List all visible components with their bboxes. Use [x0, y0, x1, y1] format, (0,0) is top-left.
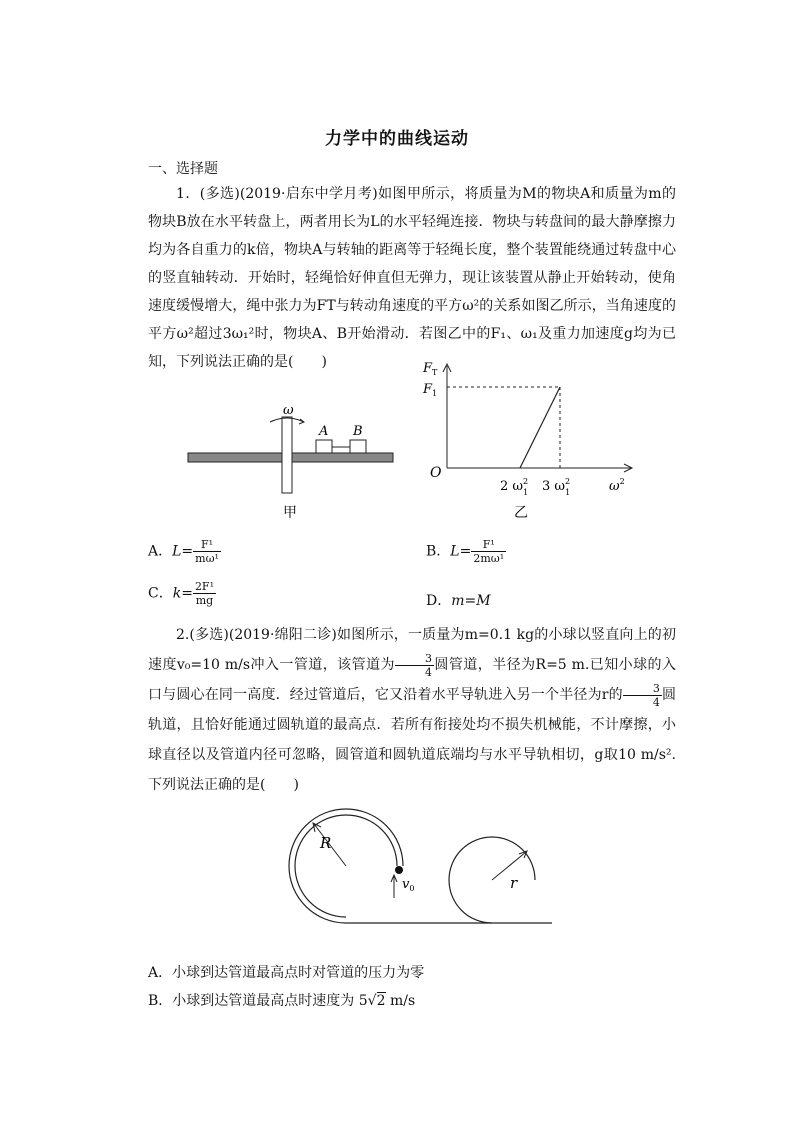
label-b: B [353, 424, 363, 439]
q1-option-b: B．L= $\frac{\text{F¹}}{\text{2mω¹}}$ [426, 538, 505, 565]
big-r-label: R [320, 834, 332, 852]
question-1-text: 1．(多选)(2019·启东中学月考)如图甲所示，将质量为M的物块A和质量为m的物块B放在水平转盘上，两者用长为L的水平轻绳连接．物块与转盘间的最大静摩擦力均为各自重力的k倍，物块A与转轴的距离等于轻绳长度，整个装置能绕通过转盘中心的竖直轴转动．开始时，轻绳恰好伸直但无弹力，现让该装置从静止开始转动，使角速度缓慢增大，绳中张力为FT与转动角速度的平方ω²的关系如图乙所示，当角速度的平方ω²超过3ω₁²时，物块A、B开始滑动．若图乙中的F₁、ω₁及重力加速度g均为已知，下列说法正确的是( ) [148, 186, 676, 370]
label-a: A [319, 424, 329, 439]
q1-option-d: D．m=M [426, 593, 491, 609]
block-b [350, 440, 366, 453]
v0-label: $v_0$ [402, 877, 415, 893]
omega-label: ω [283, 403, 294, 418]
q1-option-c: C．k= $\frac{\text{2F¹}}{mg}$ [148, 580, 214, 607]
page-title: 力学中的曲线运动 [325, 129, 469, 149]
axle [282, 417, 292, 493]
y-axis-label: $F_T$ [423, 361, 438, 377]
radius-small [492, 852, 526, 880]
caption-yi: 乙 [514, 505, 528, 521]
tube-outer-wall [289, 809, 552, 923]
question-2-text: 2.(多选)(2019·绵阳二诊)如图所示，一质量为m=0.1 kg的小球以竖直向上的初速度v₀=10 m/s冲入一管道，该管道为 $\frac{3}{4}$ 圆管道，半径为R=5 m.已知小球的入口与圆心在同一高度．经过管道后，它又沿着水平导轨进入另一个半径为r的 $\frac{3}{4}$ 圆轨道，且恰好能通过圆轨道的最高点．若所有衔接处均不损失机械能，不计摩擦，小球直径以及管道内径可忽略，圆管道和圆轨道底端均与水平导轨相切，g取10 m/s².下列说法正确的是( ) [148, 627, 676, 793]
figure-jia [180, 400, 400, 530]
caption-jia: 甲 [283, 505, 297, 521]
origin-label: O [430, 465, 442, 481]
block-a [316, 440, 332, 453]
section-heading: 一、选择题 [148, 161, 218, 177]
ball [395, 866, 403, 874]
f1-label: $F_1$ [423, 382, 438, 398]
figure-yi [396, 356, 642, 526]
q2-option-b: B．小球到达管道最高点时速度为 5√2 m/s [148, 993, 416, 1009]
tick-3omega: 3 $\omega^2$ 1 [542, 477, 571, 497]
figure-q2 [268, 800, 558, 940]
tension-line [520, 387, 560, 468]
tick-2omega: 2 $\omega^2$ 1 [500, 477, 529, 497]
q1-option-a: A．L= $\frac{\text{F¹}}{\text{mω¹}}$ [148, 538, 219, 565]
q2-option-a: A．小球到达管道最高点时对管道的压力为零 [148, 965, 425, 981]
small-r-label: r [510, 874, 518, 892]
x-axis-label: $\omega^2$ [609, 477, 625, 494]
